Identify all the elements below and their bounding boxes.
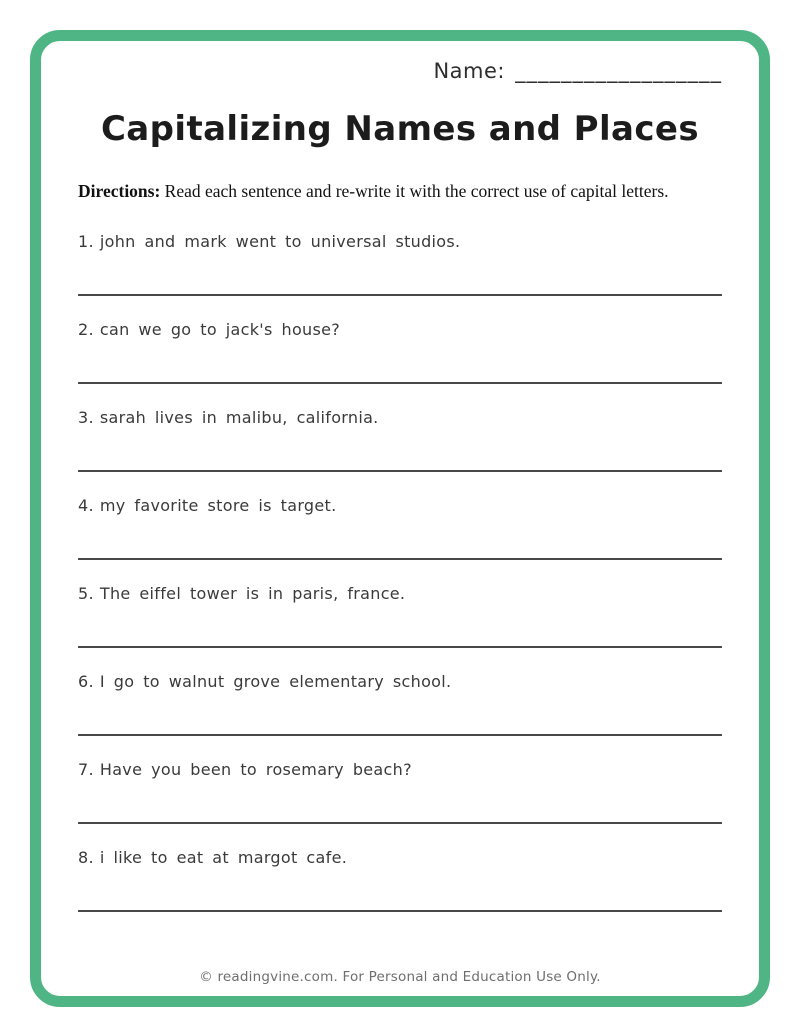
name-row [78, 59, 722, 83]
answer-line[interactable] [78, 294, 722, 296]
sentence-text [78, 672, 722, 692]
sentence: The eiffel tower is in paris, france. [99, 584, 406, 603]
item-number: 3. [78, 408, 94, 427]
sentence-list [78, 232, 722, 912]
item-number: 1. [78, 232, 94, 251]
answer-line[interactable] [78, 382, 722, 384]
list-item [78, 584, 722, 648]
page-border [30, 30, 770, 1007]
list-item [78, 672, 722, 736]
item-number: 7. [78, 760, 94, 779]
name-label: Name: [433, 59, 505, 83]
sentence: sarah lives in malibu, california. [99, 408, 379, 427]
list-item [78, 848, 722, 912]
item-number: 4. [78, 496, 94, 515]
sentence: i like to eat at margot cafe. [99, 848, 348, 867]
directions-text: Read each sentence and re-write it with the correct use of capital letters. [160, 181, 669, 201]
directions-label: Directions: [78, 181, 161, 201]
sentence: I go to walnut grove elementary school. [99, 672, 452, 691]
list-item [78, 320, 722, 384]
sentence: can we go to jack's house? [99, 320, 341, 339]
answer-line[interactable] [78, 470, 722, 472]
sentence-text [78, 232, 722, 252]
answer-line[interactable] [78, 558, 722, 560]
item-number: 2. [78, 320, 94, 339]
name-fill-in-line[interactable]: __________________ [515, 59, 722, 83]
sentence: my favorite store is target. [99, 496, 337, 515]
sentence-text [78, 496, 722, 516]
sentence-text [78, 848, 722, 868]
answer-line[interactable] [78, 646, 722, 648]
list-item [78, 496, 722, 560]
item-number: 5. [78, 584, 94, 603]
page-title: Capitalizing Names and Places [100, 109, 700, 149]
list-item [78, 408, 722, 472]
answer-line[interactable] [78, 734, 722, 736]
list-item [78, 232, 722, 296]
answer-line[interactable] [78, 822, 722, 824]
sentence-text [78, 584, 722, 604]
sentence: john and mark went to universal studios. [99, 232, 461, 251]
answer-line[interactable] [78, 910, 722, 912]
item-number: 6. [78, 672, 94, 691]
item-number: 8. [78, 848, 94, 867]
sentence-text [78, 408, 722, 428]
sentence-text [78, 760, 722, 780]
sentence: Have you been to rosemary beach? [99, 760, 412, 779]
footer-copyright: © readingvine.com. For Personal and Education Use Only. [199, 969, 601, 985]
sentence-text [78, 320, 722, 340]
list-item [78, 760, 722, 824]
directions [78, 181, 722, 202]
